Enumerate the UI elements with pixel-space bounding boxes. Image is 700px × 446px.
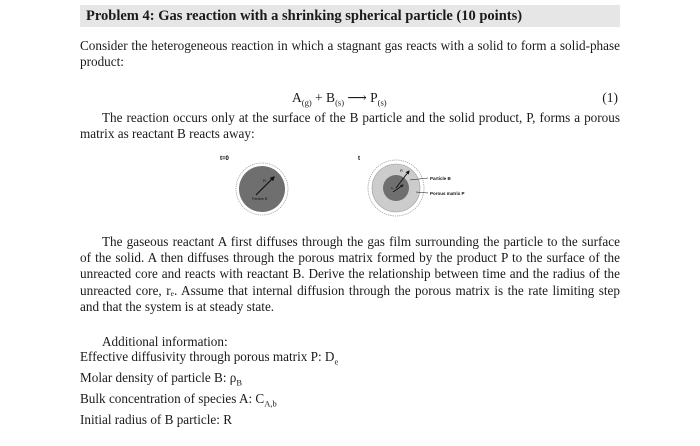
info-item-molar-density — [80, 370, 620, 391]
additional-information — [80, 334, 620, 433]
initial-radius-label: R — [263, 178, 266, 183]
info-molar-density-sub: B — [236, 377, 243, 388]
info-item-bulk-concentration — [80, 391, 620, 412]
task-paragraph: The gaseous reactant A first diffuses through the gas film surrounding the particle to the surface of the solid. A then diffuses through the porous matrix formed by the product P to the surface of the unreacted core and reacts with reactant B. Derive the relationship between time and the radius of the unreacted core, rₑ. Assume that internal diffusion through the porous matrix is the rate limiting step and that the system is at steady state. — [80, 234, 620, 314]
reaction-equation — [80, 90, 620, 108]
reactant-b: B — [326, 90, 336, 105]
particle-b-legend: Particle B — [430, 176, 451, 181]
info-bulk-concentration-label: Bulk concentration of species A: C — [80, 390, 265, 406]
info-diffusivity-sub: e — [334, 356, 339, 367]
reactant-a: A — [292, 90, 302, 105]
product: P — [370, 90, 378, 105]
particle-b-inner-label: Particle B — [252, 197, 268, 201]
porous-matrix-legend: Porous matrix P — [430, 191, 465, 196]
info-molar-density-label: Molar density of particle B: ρ — [80, 370, 237, 386]
reactant-b-phase: (s) — [335, 97, 345, 108]
time-initial-label: t=0 — [220, 156, 229, 162]
equation-number: (1) — [602, 90, 618, 105]
description-paragraph: The reaction occurs only at the surface of the B particle and the solid product, P, forms a porous matrix as reactant B reacts away: — [80, 110, 620, 142]
shrinking-core-figure — [200, 150, 520, 230]
plus-sign: + — [315, 90, 323, 105]
equation-body — [292, 90, 387, 108]
info-item-diffusivity — [80, 349, 620, 370]
info-initial-radius-label: Initial radius of B particle: R — [80, 411, 232, 427]
reactant-a-phase: (g) — [301, 97, 312, 108]
info-bulk-concentration-sub: A,b — [264, 398, 277, 409]
problem-title: Problem 4: Gas reaction with a shrinking spherical particle (10 points) — [80, 5, 620, 27]
core-radius-label: rₑ — [391, 186, 394, 190]
info-item-initial-radius — [80, 412, 620, 433]
reaction-arrow-icon: ⟶ — [347, 90, 367, 105]
product-phase: (s) — [377, 97, 387, 108]
info-diffusivity-label: Effective diffusivity through porous matrix P: D — [80, 349, 335, 365]
later-radius-label: R — [400, 168, 403, 173]
time-later-label: t — [358, 156, 360, 162]
additional-heading: Additional information: — [102, 334, 228, 349]
intro-paragraph: Consider the heterogeneous reaction in which a stagnant gas reacts with a solid to form a solid-phase product: — [80, 38, 620, 70]
figure-svg — [200, 150, 520, 230]
